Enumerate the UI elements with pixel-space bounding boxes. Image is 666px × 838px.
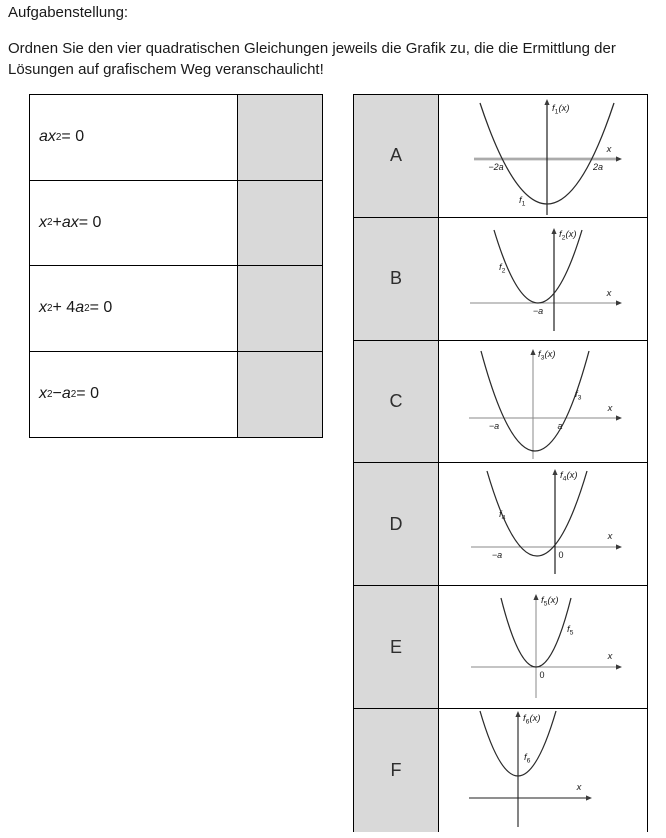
answer-cell-2[interactable]	[238, 181, 322, 266]
equation-part: a	[75, 299, 85, 317]
equation-part: a	[61, 385, 71, 403]
answer-cell-3[interactable]	[238, 266, 322, 351]
instruction-text	[8, 38, 660, 80]
graph-letter-f: F	[354, 709, 439, 832]
equation-part: −	[52, 385, 62, 403]
y-axis-arrow	[533, 594, 538, 600]
parabola-curve	[481, 348, 589, 451]
equation-part: +	[52, 213, 62, 231]
graph-letter-b: B	[354, 218, 439, 340]
equation-part: ax	[61, 213, 79, 231]
x-axis-label: x	[607, 402, 613, 414]
curve-label: $f_4$	[499, 509, 506, 522]
y-axis-arrow	[552, 469, 557, 475]
x-axis-arrow	[616, 545, 622, 550]
equation-row	[30, 352, 322, 438]
equation-part: 2	[47, 217, 53, 229]
x-axis-label: x	[607, 651, 613, 663]
parabola-curve	[487, 471, 587, 556]
curve-label: $f_2$	[499, 261, 506, 275]
graph-cell-d	[439, 463, 647, 585]
equation-2	[30, 181, 238, 266]
graph-row-e	[354, 586, 647, 709]
equation-4	[30, 352, 238, 438]
parabola-graph-e	[439, 586, 648, 708]
equation-part: + 4	[52, 299, 76, 317]
equation-part: 2	[47, 302, 53, 314]
equation-3	[30, 266, 238, 351]
tick-label: a	[557, 420, 563, 431]
instruction-line-1: Ordnen Sie den vier quadratischen Gleichungen jeweils die Grafik zu, die die Ermittlung der	[8, 40, 616, 57]
equation-part: = 0	[61, 128, 85, 146]
graph-row-f	[354, 709, 647, 832]
x-axis-label: x	[576, 781, 582, 793]
equation-part: 2	[70, 388, 77, 400]
graph-cell-a	[439, 95, 647, 217]
parabola-graph-d	[439, 463, 648, 585]
graph-cell-e	[439, 586, 647, 708]
equation-row	[30, 181, 322, 267]
fn-axis-label: $f_2(x)$	[559, 228, 577, 242]
equation-row	[30, 95, 322, 181]
tick-label: −a	[488, 420, 500, 431]
y-axis-arrow	[530, 349, 535, 355]
curve-label: $f_5$	[567, 624, 574, 637]
graph-letter-a: A	[354, 95, 439, 217]
tick-label: −2a	[488, 162, 504, 172]
fn-axis-label: $f_4(x)$	[560, 470, 578, 483]
equation-part: x	[39, 299, 47, 317]
graph-letter-d: D	[354, 463, 439, 585]
equation-part: 2	[55, 131, 62, 143]
instruction-line-2: Lösungen auf grafischem Weg veranschaulicht!	[8, 61, 324, 78]
parabola-graph-c	[439, 341, 648, 463]
tick-label: 0	[539, 670, 545, 681]
graph-row-c	[354, 341, 647, 464]
equation-table	[29, 94, 323, 438]
x-axis-arrow	[616, 300, 622, 305]
x-axis-label: x	[607, 531, 613, 543]
x-axis-label: x	[606, 144, 612, 155]
equation-1	[30, 95, 238, 180]
tick-label: 0	[558, 550, 564, 561]
parabola-graph-f	[439, 709, 648, 831]
equation-part: = 0	[76, 385, 99, 403]
answer-cell-1[interactable]	[238, 95, 322, 180]
equation-row	[30, 266, 322, 352]
graph-table	[353, 94, 648, 832]
x-axis-arrow	[616, 415, 622, 420]
x-axis-arrow	[616, 665, 622, 670]
equation-part: 2	[47, 388, 53, 400]
tick-label: −a	[532, 305, 544, 316]
fn-axis-label: $f_6(x)$	[523, 712, 541, 726]
tick-label: −a	[491, 550, 503, 561]
x-axis-arrow	[616, 156, 622, 161]
graph-letter-c: C	[354, 341, 439, 463]
curve-label: $f_3$	[575, 388, 582, 402]
curve-label: $f_6$	[524, 751, 531, 765]
x-axis-arrow	[586, 795, 592, 800]
fn-axis-label: $f_1(x)$	[552, 103, 570, 116]
equation-part: = 0	[89, 299, 113, 317]
x-axis-label: x	[606, 287, 612, 299]
graph-row-b	[354, 218, 647, 341]
equation-part: 2	[84, 302, 90, 314]
graph-cell-f	[439, 709, 647, 832]
graph-letter-e: E	[354, 586, 439, 708]
equation-part: x	[39, 213, 47, 231]
fn-axis-label: $f_3(x)$	[538, 348, 556, 362]
graph-row-d	[354, 463, 647, 586]
graph-cell-b	[439, 218, 647, 340]
parabola-graph-a	[439, 95, 648, 217]
equation-part: = 0	[78, 213, 102, 231]
page-title: Aufgabenstellung:	[8, 4, 129, 21]
equation-part: ax	[39, 128, 56, 146]
parabola-curve	[494, 230, 582, 303]
y-axis-arrow	[515, 711, 520, 717]
equation-part: x	[39, 385, 47, 403]
tick-label: 2a	[592, 162, 604, 172]
answer-cell-4[interactable]	[238, 352, 322, 438]
parabola-graph-b	[439, 218, 648, 340]
y-axis-arrow	[544, 99, 549, 105]
fn-axis-label: $f_5(x)$	[541, 595, 559, 608]
curve-label: $f_1$	[519, 195, 526, 208]
graph-row-a	[354, 95, 647, 218]
y-axis-arrow	[551, 228, 556, 234]
graph-cell-c	[439, 341, 647, 463]
